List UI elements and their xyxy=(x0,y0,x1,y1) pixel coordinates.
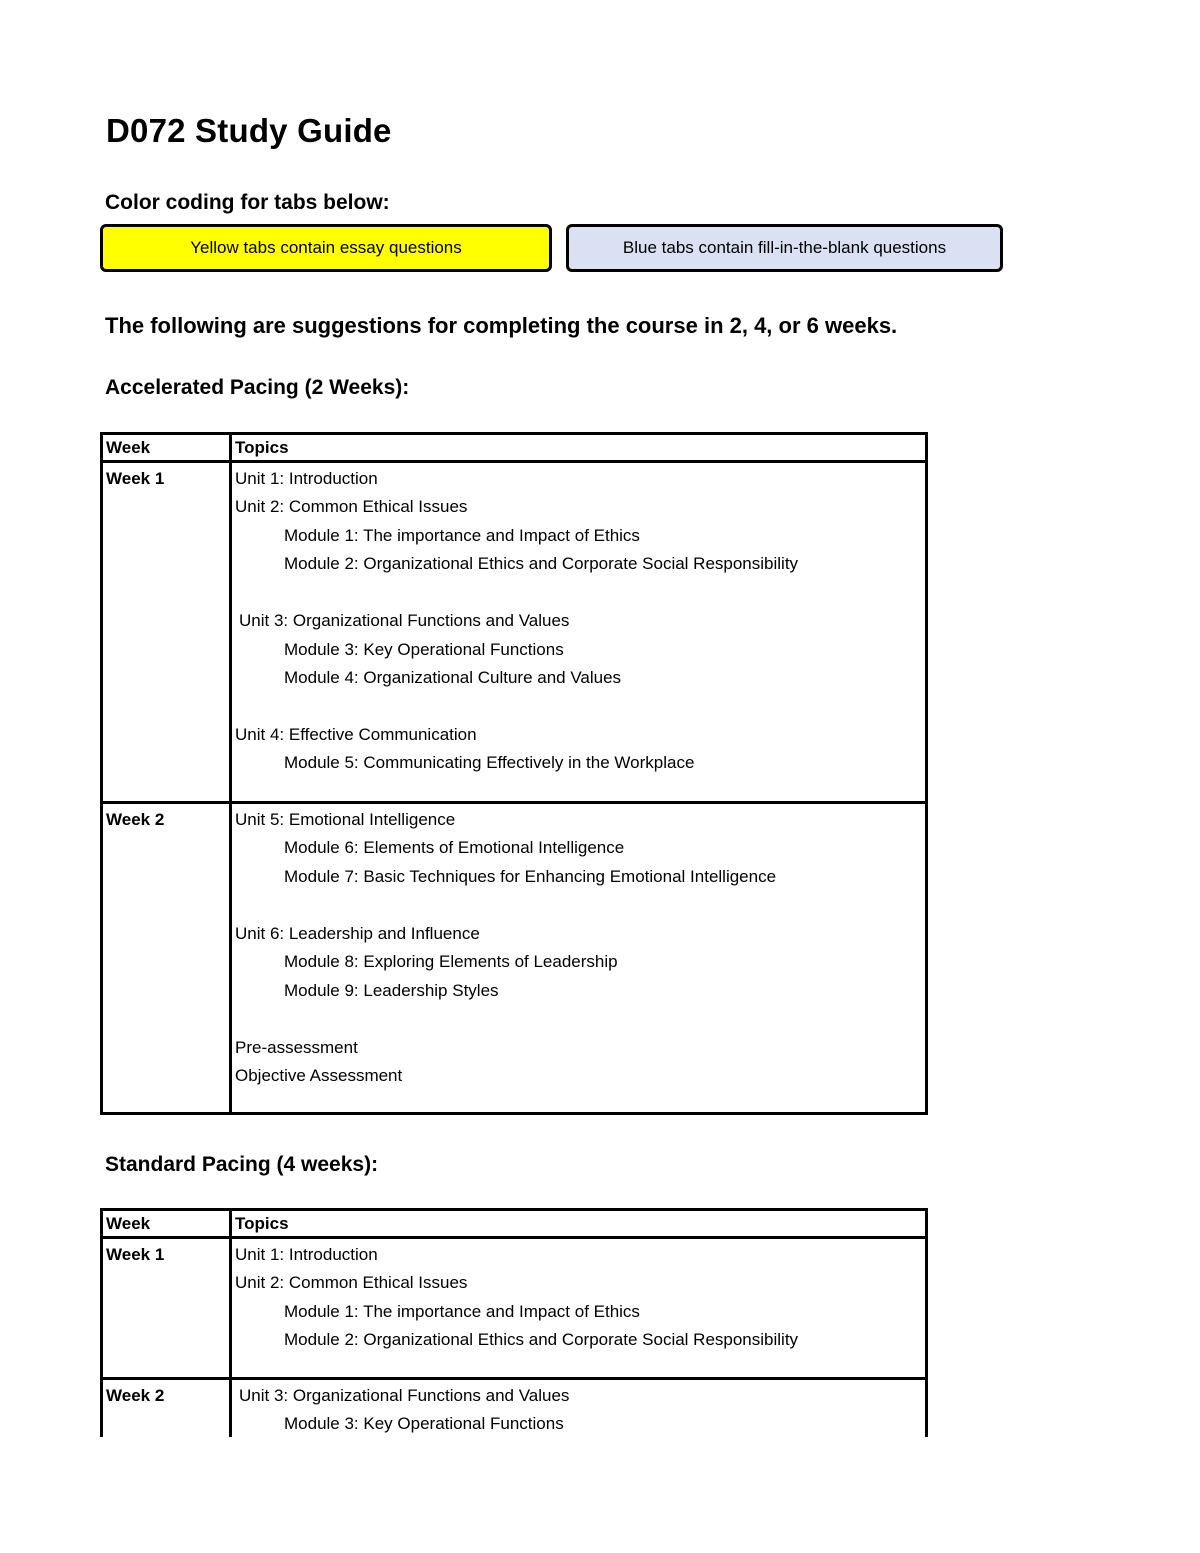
topic-line: Unit 1: Introduction xyxy=(235,469,378,488)
suggestions-heading: The following are suggestions for completing the course in 2, 4, or 6 weeks. xyxy=(105,313,898,338)
table-header-row xyxy=(102,1210,927,1238)
spacer xyxy=(235,1005,922,1034)
legend-yellow-box xyxy=(100,224,552,272)
topic-line: Module 4: Organizational Culture and Values xyxy=(284,667,622,687)
table-row xyxy=(102,1238,927,1379)
topic-line: Module 9: Leadership Styles xyxy=(284,980,499,1000)
topic-line: Unit 1: Introduction xyxy=(235,1245,378,1264)
topic-line: Module 7: Basic Techniques for Enhancing Emotional Intelligence xyxy=(284,866,777,886)
topics-cell xyxy=(231,462,927,803)
week-label: Week 1 xyxy=(102,462,231,803)
topic-line: Unit 2: Common Ethical Issues xyxy=(235,1273,468,1293)
table-row xyxy=(102,803,927,1114)
topic-line: Module 2: Organizational Ethics and Corporate Social Responsibility xyxy=(284,1330,799,1350)
topics-cell xyxy=(231,803,927,1114)
col-week-header: Week xyxy=(102,1210,231,1238)
spacer xyxy=(235,891,922,920)
standard-pacing-table xyxy=(100,1208,928,1439)
topic-line: Module 3: Key Operational Functions xyxy=(284,639,564,659)
legend-blue-box xyxy=(566,224,1003,272)
topic-line: Unit 2: Common Ethical Issues xyxy=(235,497,468,517)
accelerated-pacing-table xyxy=(100,432,928,1115)
page-title: D072 Study Guide xyxy=(106,112,392,149)
spacer xyxy=(235,692,922,721)
spacer xyxy=(235,579,922,608)
topic-line: Unit 5: Emotional Intelligence xyxy=(235,810,456,829)
topic-line: Module 1: The importance and Impact of Ethics xyxy=(284,525,640,545)
legend-blue-label: Blue tabs contain fill-in-the-blank questions xyxy=(622,238,947,257)
week-label: Week 1 xyxy=(102,1238,231,1379)
topic-line: Unit 6: Leadership and Influence xyxy=(235,923,480,943)
topic-line: Unit 3: Organizational Functions and Values xyxy=(239,611,570,631)
topic-line: Module 3: Key Operational Functions xyxy=(284,1414,564,1434)
topics-cell xyxy=(231,1379,927,1439)
topics-cell xyxy=(231,1238,927,1379)
legend-yellow-label: Yellow tabs contain essay questions xyxy=(190,238,462,257)
topic-line: Pre-assessment xyxy=(235,1037,358,1057)
table-row xyxy=(102,462,927,803)
topic-line: Module 1: The importance and Impact of Ethics xyxy=(284,1301,640,1321)
col-topics-header: Topics xyxy=(231,1210,927,1238)
table-row xyxy=(102,1379,927,1439)
standard-heading: Standard Pacing (4 weeks): xyxy=(105,1153,379,1176)
week-label: Week 2 xyxy=(102,1379,231,1439)
topic-line: Module 8: Exploring Elements of Leadership xyxy=(284,952,618,972)
table-header-row xyxy=(102,434,927,462)
topic-line: Module 6: Elements of Emotional Intelligence xyxy=(284,838,625,858)
topic-line: Module 5: Communicating Effectively in the Workplace xyxy=(284,753,695,773)
col-topics-header: Topics xyxy=(231,434,927,462)
topic-line: Module 2: Organizational Ethics and Corporate Social Responsibility xyxy=(284,554,799,574)
topic-line: Objective Assessment xyxy=(235,1065,403,1085)
page-bottom-margin xyxy=(90,1437,950,1497)
color-coding-heading: Color coding for tabs below: xyxy=(105,191,390,214)
accelerated-heading: Accelerated Pacing (2 Weeks): xyxy=(105,376,410,399)
week-label: Week 2 xyxy=(102,803,231,1114)
topic-line: Unit 3: Organizational Functions and Values xyxy=(239,1386,570,1405)
col-week-header: Week xyxy=(102,434,231,462)
topic-line: Unit 4: Effective Communication xyxy=(235,724,477,744)
